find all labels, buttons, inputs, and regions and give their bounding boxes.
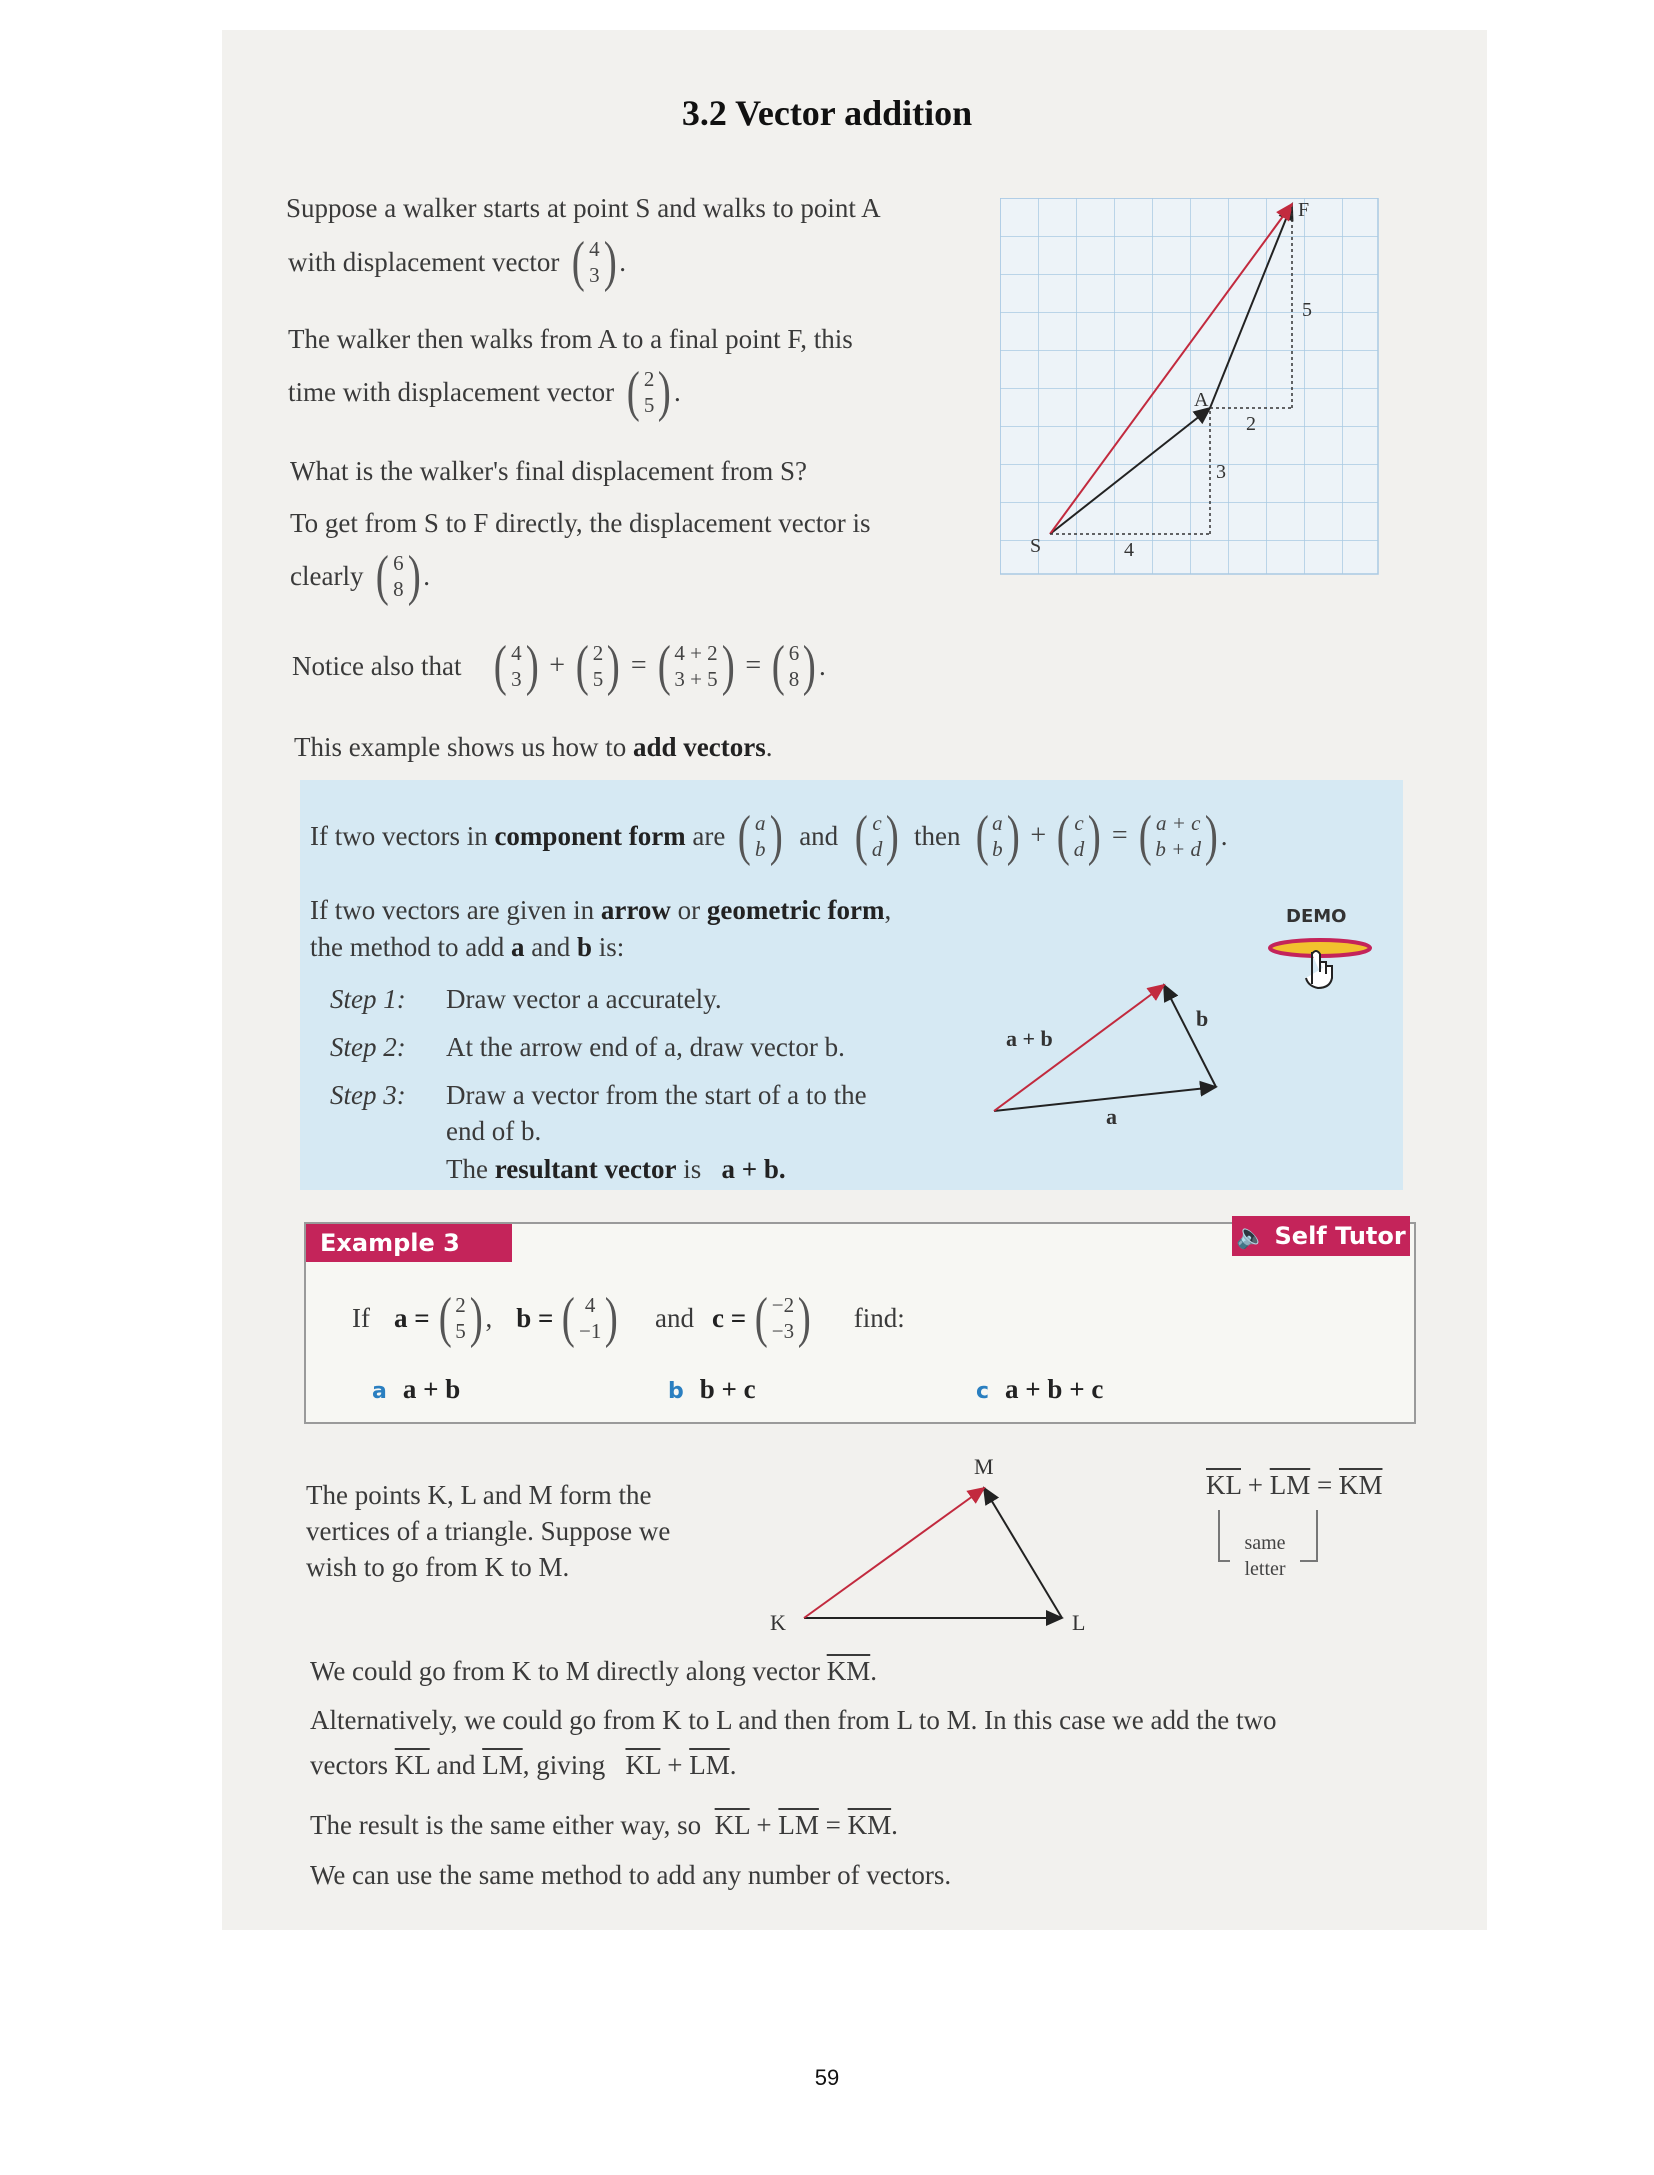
example-label: Example 3 xyxy=(306,1224,512,1262)
vector-4-3: ( 4 3 ) xyxy=(572,231,617,293)
label-tri-a: a xyxy=(1106,1104,1117,1129)
vector-6-8: ( 6 8 ) xyxy=(376,545,421,607)
demo-label: DEMO xyxy=(1286,906,1347,927)
vector-km-arrow xyxy=(804,1488,984,1618)
intro-line-2-text: with displacement vector xyxy=(288,246,560,277)
add-vectors-line: This example shows us how to add vectors. xyxy=(294,732,773,762)
label-s: S xyxy=(1030,535,1042,557)
closing-p2: Alternatively, we could go from K to L and then from L to M. In this case we add the two xyxy=(310,1705,1277,1735)
page-number: 59 xyxy=(814,2065,840,2090)
example-statement: If a = ( 2 5 ) , b = ( 4 −1 ) and c = ( −2 −3 ) find: xyxy=(352,1287,905,1349)
vector-b-arrow xyxy=(1164,985,1216,1087)
intro-line-2: with displacement vector ( 4 3 ) . xyxy=(288,231,626,293)
step-3-label: Step 3: xyxy=(330,1080,406,1110)
example-part-b: b b + c xyxy=(668,1374,756,1404)
klm-vector-equation: $\overline{KL} + \overline{LM} = \overline{KM}$ xyxy=(1206,1470,1383,1500)
rule-vector-cd-2: ( c d ) xyxy=(1056,805,1102,867)
component-form-rule: If two vectors in component form are ( a b ) and ( c d ) then ( a b ) + ( c d ) = ( a + c b + d ) . xyxy=(310,805,1228,867)
label-a-plus-b: a + b xyxy=(1006,1026,1053,1051)
step-3-text: Draw a vector from the start of a to the xyxy=(446,1080,867,1110)
intro-line-4: time with displacement vector ( 2 5 ) . xyxy=(288,361,681,423)
example-vector-c: ( −2 −3 ) xyxy=(754,1287,811,1349)
step-1-text: Draw vector a accurately. xyxy=(446,984,722,1014)
example-vector-b: ( 4 −1 ) xyxy=(562,1287,619,1349)
step-1-label: Step 1: xyxy=(330,984,406,1014)
klm-text-1: The points K, L and M form the xyxy=(306,1480,652,1510)
label-4: 4 xyxy=(1124,539,1134,561)
label-3: 3 xyxy=(1216,461,1226,483)
klm-text-2: vertices of a triangle. Suppose we xyxy=(306,1516,671,1546)
rule-vector-sum: ( a + c b + d ) xyxy=(1138,805,1218,867)
speaker-icon: 🔈 xyxy=(1236,1222,1267,1250)
step-2-text: At the arrow end of a, draw vector b. xyxy=(446,1032,845,1062)
example-part-c: c a + b + c xyxy=(976,1374,1104,1404)
label-l: L xyxy=(1072,1610,1086,1635)
intro-line-5: What is the walker's final displacement from S? xyxy=(290,456,807,486)
rule-vector-cd: ( c d ) xyxy=(854,805,900,867)
intro-line-3: The walker then walks from A to a final point F, this xyxy=(288,324,853,354)
vector-2-5: ( 2 5 ) xyxy=(626,361,672,423)
intro-line-1: Suppose a walker starts at point S and walks to point A xyxy=(286,193,881,223)
intro-line-6: To get from S to F directly, the displacement vector is xyxy=(290,508,871,538)
step-3-cont: end of b. xyxy=(446,1116,542,1146)
rule-vector-ab: ( a b ) xyxy=(738,805,783,867)
self-tutor-label: Self Tutor xyxy=(1274,1222,1406,1250)
self-tutor-button[interactable] xyxy=(1232,1216,1410,1256)
eq-vector-sum: ( 4 + 2 3 + 5 ) xyxy=(657,635,735,697)
eq-vector-6-8: ( 6 8 ) xyxy=(771,635,817,697)
step-2-label: Step 2: xyxy=(330,1032,406,1062)
intro-line-4-text: time with displacement vector xyxy=(288,376,615,407)
geometric-line-2: the method to add a and b is: xyxy=(310,932,625,962)
intro-line-7-text: clearly xyxy=(290,560,364,591)
closing-p4: The result is the same either way, so $\overline{KL} + \overline{LM} = \overline{KM}$. xyxy=(310,1810,898,1840)
intro-line-7: clearly ( 6 8 ) . xyxy=(290,545,431,607)
eq-vector-4-3: ( 4 3 ) xyxy=(494,635,539,697)
eq-vector-2-5: ( 2 5 ) xyxy=(575,635,621,697)
vector-a-arrow xyxy=(994,1087,1216,1111)
grid-lines xyxy=(1000,198,1378,574)
notice-text: Notice also that xyxy=(292,650,462,681)
closing-p1: We could go from K to M directly along vector $\overline{KM}$. xyxy=(310,1656,877,1686)
example-part-a: a a + b xyxy=(372,1374,461,1404)
label-2: 2 xyxy=(1246,413,1256,435)
label-k: K xyxy=(770,1610,786,1635)
vector-lm-arrow xyxy=(984,1488,1062,1618)
geometric-line-1: If two vectors are given in arrow or geometric form, xyxy=(310,895,892,925)
closing-p3: vectors $\overline{KL}$ and $\overline{LM}$, giving $\overline{KL} + \overline{LM}$. xyxy=(310,1750,737,1780)
resultant-line: The resultant vector is a + b. xyxy=(446,1154,786,1184)
same-letter-note: same letter xyxy=(1230,1530,1300,1582)
notice-equation: Notice also that ( 4 3 ) + ( 2 5 ) = ( 4 + 2 3 + 5 ) = ( 6 8 ) . xyxy=(292,635,826,697)
label-m: M xyxy=(974,1454,994,1479)
closing-p5: We can use the same method to add any number of vectors. xyxy=(310,1860,952,1890)
label-5: 5 xyxy=(1302,299,1312,321)
demo-button[interactable] xyxy=(1250,932,1390,996)
label-f: F xyxy=(1298,199,1310,221)
klm-text-3: wish to go from K to M. xyxy=(306,1552,570,1582)
walker-grid-diagram xyxy=(1000,198,1380,576)
label-tri-b: b xyxy=(1196,1006,1209,1031)
section-title: 3.2 Vector addition xyxy=(681,93,973,133)
label-a: A xyxy=(1194,389,1209,411)
example-vector-a: ( 2 5 ) xyxy=(438,1287,483,1349)
rule-vector-ab-2: ( a b ) xyxy=(975,805,1020,867)
triangle-klm xyxy=(800,1480,1080,1630)
